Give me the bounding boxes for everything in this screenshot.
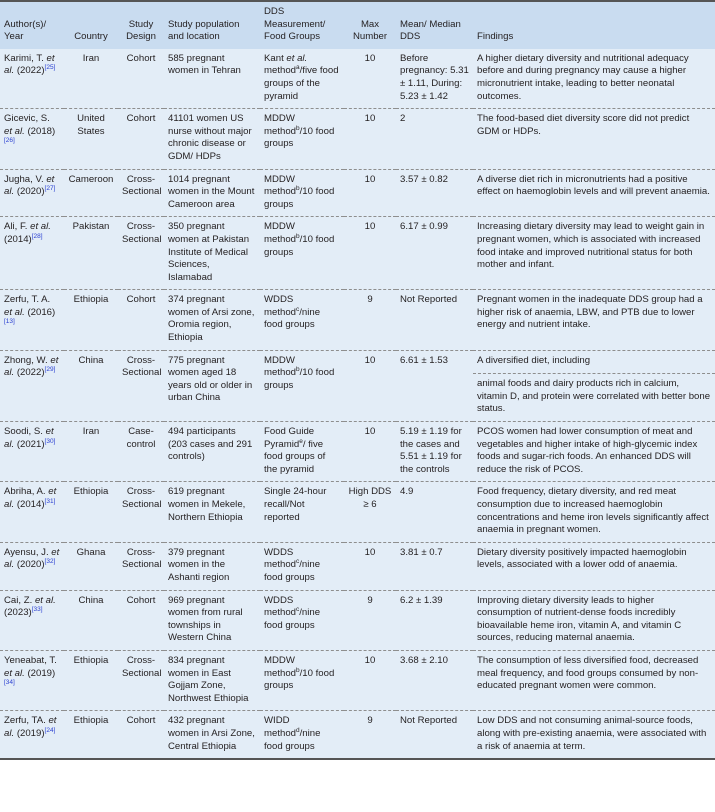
dds-footnote: c bbox=[296, 558, 300, 566]
table-row bbox=[0, 422, 715, 482]
dds-method: method bbox=[264, 367, 296, 379]
author-etal: et al. bbox=[4, 426, 54, 450]
design-cell: Cross-Sectional bbox=[118, 350, 164, 421]
dds-cell bbox=[260, 482, 344, 542]
design-cell: Cohort bbox=[118, 109, 164, 169]
findings-cell bbox=[473, 482, 715, 542]
mean-dds-cell: 3.81 ± 0.7 bbox=[396, 542, 473, 590]
findings-text-continued: animal foods and dairy products rich in calcium, vitamin D, and protein were correlated with better bone status. bbox=[473, 373, 715, 416]
findings-cell bbox=[473, 711, 715, 759]
population-cell: 834 pregnant women in East Gojjam Zone, Northwest Ethiopia bbox=[164, 650, 260, 710]
max-number-cell: 9 bbox=[344, 290, 396, 350]
mean-dds-cell: Not Reported bbox=[396, 290, 473, 350]
population-cell: 619 pregnant women in Mekele, Northern Ethiopia bbox=[164, 482, 260, 542]
author-cell bbox=[0, 650, 64, 710]
dds-footnote: b bbox=[296, 366, 300, 374]
population-cell: 1014 pregnant women in the Mount Cameroon area bbox=[164, 169, 260, 217]
population-cell: 775 pregnant women aged 18 years old or older in urban China bbox=[164, 350, 260, 421]
reference-link[interactable]: [13] bbox=[4, 318, 15, 326]
dds-prefix: MDDW bbox=[264, 113, 295, 125]
findings-text: A diversified diet, including bbox=[477, 354, 591, 366]
max-number-cell: 9 bbox=[344, 590, 396, 650]
findings-cell bbox=[473, 542, 715, 590]
author-name: Zerfu, TA. bbox=[4, 715, 46, 727]
table-row bbox=[0, 217, 715, 290]
mean-dds-cell: Before pregnancy: 5.31 ± 1.11, During: 5.23 ± 1.42 bbox=[400, 52, 469, 102]
design-cell: Cohort bbox=[126, 52, 156, 64]
design-cell: Cross-Sectional bbox=[118, 217, 164, 290]
findings-text: The food-based diet diversity score did not predict GDM or HDPs. bbox=[477, 113, 690, 137]
author-year: (2023) bbox=[4, 607, 32, 619]
author-year: (2016) bbox=[27, 306, 56, 318]
findings-cell bbox=[473, 49, 715, 109]
author-year: (2014) bbox=[4, 233, 32, 245]
max-number-cell: 10 bbox=[364, 52, 376, 64]
dds-prefix: Food Guide bbox=[264, 426, 315, 438]
author-cell bbox=[0, 350, 64, 421]
author-year: (2020) bbox=[16, 559, 45, 571]
country-cell: Ethiopia bbox=[64, 650, 118, 710]
population-cell: 374 pregnant women of Arsi zone, Oromia region, Ethiopia bbox=[164, 290, 260, 350]
dds-cell bbox=[260, 290, 344, 350]
dds-method: Pyramid bbox=[264, 438, 300, 450]
dds-method: method bbox=[264, 65, 296, 77]
dds-prefix: MDDW bbox=[264, 354, 295, 366]
dds-cell bbox=[260, 590, 344, 650]
author-cell bbox=[0, 49, 64, 109]
dds-method: method bbox=[264, 667, 296, 679]
reference-link[interactable]: [33] bbox=[31, 606, 43, 614]
reference-link[interactable]: [26] bbox=[4, 137, 15, 145]
header-country: Country bbox=[64, 1, 118, 49]
reference-link[interactable]: [34] bbox=[4, 679, 15, 687]
country-cell: Ethiopia bbox=[64, 482, 118, 542]
dds-prefix: MDDW bbox=[264, 173, 295, 185]
country-cell: Ethiopia bbox=[64, 290, 118, 350]
population-cell: 585 pregnant women in Tehran bbox=[168, 52, 241, 77]
population-cell: 969 pregnant women from rural townships in Western China bbox=[164, 590, 260, 650]
dds-cell bbox=[260, 109, 344, 169]
dds-food-groups: /10 food groups bbox=[264, 233, 335, 258]
country-cell: Cameroon bbox=[64, 169, 118, 217]
country-cell: United States bbox=[64, 109, 118, 169]
country-cell: Iran bbox=[64, 422, 118, 482]
findings-cell bbox=[473, 422, 715, 482]
dds-food-groups: /10 food groups bbox=[264, 667, 335, 692]
max-number-cell: 10 bbox=[344, 217, 396, 290]
reference-link[interactable]: [32] bbox=[44, 558, 56, 566]
findings-text: Increasing dietary diversity may lead to weight gain in pregnant women, which is associated with increased food intake and improved nutritional status for both mother and infant. bbox=[477, 221, 705, 271]
author-etal: et al. bbox=[4, 486, 57, 510]
dds-prefix: WIDD bbox=[264, 715, 290, 727]
population-cell: 432 pregnant women in Arsi Zone, Central Ethiopia bbox=[164, 711, 260, 759]
max-number-cell: 10 bbox=[344, 542, 396, 590]
dds-method: method bbox=[264, 186, 296, 198]
dds-footnote: d bbox=[296, 726, 300, 734]
dds-cell bbox=[260, 542, 344, 590]
dds-footnote: e bbox=[299, 437, 303, 445]
reference-link[interactable]: [27] bbox=[44, 185, 56, 193]
dds-food-groups: /10 food groups bbox=[264, 125, 335, 150]
dds-footnote: b bbox=[296, 185, 300, 193]
dds-prefix: Single 24-hour recall/Not reported bbox=[264, 486, 327, 523]
dds-prefix: MDDW bbox=[264, 654, 295, 666]
author-name: Ayensu, J. bbox=[4, 546, 49, 558]
design-cell: Cohort bbox=[118, 290, 164, 350]
mean-dds-cell: 6.61 ± 1.53 bbox=[396, 350, 473, 421]
author-year: (2021) bbox=[16, 438, 45, 450]
mean-dds-cell: 3.57 ± 0.82 bbox=[396, 169, 473, 217]
dds-cell bbox=[260, 350, 344, 421]
max-number-cell: High DDS ≥ 6 bbox=[344, 482, 396, 542]
author-name: Ali, F. bbox=[4, 221, 28, 233]
country-cell: Ethiopia bbox=[64, 711, 118, 759]
findings-cell bbox=[473, 217, 715, 290]
mean-dds-cell: Not Reported bbox=[396, 711, 473, 759]
author-name: Soodi, S. bbox=[4, 426, 43, 438]
dds-cell bbox=[260, 217, 344, 290]
author-etal: et al. bbox=[4, 354, 59, 379]
dds-cell bbox=[260, 650, 344, 710]
findings-text: The consumption of less diversified food, decreased meal frequency, and food groups consumed by non-educated pregnant women were common. bbox=[477, 654, 699, 692]
author-year: (2020) bbox=[16, 186, 45, 198]
max-number-cell: 10 bbox=[344, 650, 396, 710]
dds-prefix: MDDW bbox=[264, 221, 295, 233]
author-etal: et al. bbox=[4, 715, 57, 739]
reference-link[interactable]: [30] bbox=[44, 437, 56, 445]
author-name: Gicevic, S. bbox=[4, 113, 50, 125]
author-etal: et al. bbox=[4, 173, 55, 198]
findings-cell bbox=[473, 350, 715, 421]
country-cell: China bbox=[64, 590, 118, 650]
design-cell: Case-control bbox=[118, 422, 164, 482]
dds-method: method bbox=[264, 727, 296, 739]
table-header-row bbox=[0, 1, 715, 49]
author-name: Cai, Z. bbox=[4, 594, 33, 606]
table-row bbox=[0, 650, 715, 710]
dds-cell bbox=[260, 422, 344, 482]
author-cell bbox=[0, 217, 64, 290]
mean-dds-cell: 3.68 ± 2.10 bbox=[396, 650, 473, 710]
table-row bbox=[0, 590, 715, 650]
reference-link[interactable]: [25] bbox=[44, 64, 56, 72]
dds-cell bbox=[260, 49, 344, 109]
author-year: (2019) bbox=[16, 727, 45, 739]
max-number-cell: 10 bbox=[344, 109, 396, 169]
table-row bbox=[0, 49, 715, 109]
author-name: Abriha, A. bbox=[4, 486, 46, 498]
dds-food-groups: /five food groups of the pyramid bbox=[264, 65, 339, 102]
dds-footnote: b bbox=[296, 666, 300, 674]
dds-method: method bbox=[264, 125, 296, 137]
dds-method: method bbox=[264, 559, 296, 571]
mean-dds-cell: 6.17 ± 0.99 bbox=[396, 217, 473, 290]
table-row bbox=[0, 482, 715, 542]
dds-food-groups: /nine food groups bbox=[264, 727, 321, 752]
mean-dds-cell: 4.9 bbox=[396, 482, 473, 542]
author-etal: et al. bbox=[30, 221, 51, 233]
author-name: Jugha, V. bbox=[4, 173, 44, 185]
header-max: Max Number bbox=[344, 1, 396, 49]
design-cell: Cross-Sectional bbox=[118, 542, 164, 590]
dds-method: method bbox=[264, 233, 296, 245]
dds-prefix: WDDS bbox=[264, 546, 294, 558]
author-cell bbox=[0, 542, 64, 590]
findings-cell bbox=[473, 590, 715, 650]
dds-food-groups: /nine food groups bbox=[264, 607, 321, 631]
author-name: Zhong, W. bbox=[4, 354, 48, 366]
author-cell bbox=[0, 169, 64, 217]
author-etal: et al. bbox=[4, 546, 60, 571]
mean-dds-cell: 2 bbox=[396, 109, 473, 169]
population-cell: 494 participants (203 cases and 291 controls) bbox=[164, 422, 260, 482]
table-row bbox=[0, 350, 715, 421]
dds-food-groups: /nine food groups bbox=[264, 559, 321, 583]
header-population: Study population and location bbox=[164, 1, 260, 49]
dds-prefix: WDDS bbox=[264, 594, 294, 606]
table-row bbox=[0, 169, 715, 217]
author-cell bbox=[0, 711, 64, 759]
reference-link[interactable]: [29] bbox=[44, 366, 56, 374]
author-name: Yeneabat, T. bbox=[4, 654, 57, 666]
population-cell: 350 pregnant women at Pakistan Institute of Medical Sciences, Islamabad bbox=[164, 217, 260, 290]
reference-link[interactable]: [31] bbox=[44, 498, 56, 505]
max-number-cell: 10 bbox=[344, 169, 396, 217]
dds-footnote: c bbox=[296, 305, 300, 313]
max-number-cell: 9 bbox=[344, 711, 396, 759]
table-body bbox=[0, 49, 715, 759]
author-cell bbox=[0, 109, 64, 169]
population-cell: 41101 women US nurse without major chronic disease or GDM/ HDPs bbox=[164, 109, 260, 169]
author-cell bbox=[0, 590, 64, 650]
header-dds: DDS Measurement/ Food Groups bbox=[260, 1, 344, 49]
table-row bbox=[0, 290, 715, 350]
dds-footnote: b bbox=[296, 124, 300, 132]
population-cell: 379 pregnant women in the Ashanti region bbox=[164, 542, 260, 590]
author-year: (2022) bbox=[16, 367, 45, 379]
author-etal: et al. bbox=[4, 52, 55, 77]
dds-food-groups: /10 food groups bbox=[264, 367, 335, 391]
max-number-cell: 10 bbox=[344, 350, 396, 421]
author-year: (2022) bbox=[16, 65, 45, 77]
author-year: (2019) bbox=[27, 667, 56, 679]
findings-text: Dietary diversity positively impacted haemoglobin levels, associated with a lower odd of anaemia. bbox=[477, 546, 687, 571]
findings-cell bbox=[473, 650, 715, 710]
author-etal: et al. bbox=[4, 667, 25, 679]
header-author: Author(s)/ Year bbox=[0, 1, 64, 49]
author-cell bbox=[0, 422, 64, 482]
dds-prefix: Kant bbox=[264, 52, 284, 64]
author-cell bbox=[0, 290, 64, 350]
dds-method: method bbox=[264, 306, 296, 318]
table-row bbox=[0, 711, 715, 759]
dds-prefix-etal: et al. bbox=[286, 52, 308, 64]
reference-link[interactable]: [28] bbox=[31, 232, 43, 240]
country-cell: Pakistan bbox=[64, 217, 118, 290]
author-etal: et al. bbox=[34, 594, 56, 606]
dds-footnote: a bbox=[296, 64, 300, 72]
dds-method: method bbox=[264, 607, 296, 619]
design-cell: Cross-Sectional bbox=[118, 650, 164, 710]
dds-prefix: WDDS bbox=[264, 294, 294, 306]
header-design: Study Design bbox=[118, 1, 164, 49]
design-cell: Cohort bbox=[118, 711, 164, 759]
dds-footnote: c bbox=[296, 606, 300, 614]
findings-text: Low DDS and not consuming animal-source foods, along with pre-existing anaemia, were associated with a risk of anaemia at term. bbox=[477, 715, 707, 752]
author-etal: et al. bbox=[4, 306, 25, 318]
dds-food-groups: / five food groups of the pyramid bbox=[264, 438, 326, 475]
mean-dds-cell: 5.19 ± 1.19 for the cases and 5.51 ± 1.19 for the controls bbox=[396, 422, 473, 482]
design-cell: Cross-Sectional bbox=[118, 482, 164, 542]
findings-text: Food frequency, dietary diversity, and red meat consumption due to increased haemoglobin concentrations and heme iron levels significantly affect anaemia in pregnant women. bbox=[477, 486, 709, 536]
design-cell: Cross-Sectional bbox=[118, 169, 164, 217]
author-cell bbox=[0, 482, 64, 542]
table-row bbox=[0, 542, 715, 590]
dds-footnote: b bbox=[296, 232, 300, 240]
dds-food-groups: /nine food groups bbox=[264, 306, 321, 331]
findings-text: A diverse diet rich in micronutrients had a positive effect on haemoglobin levels and will prevent anaemia. bbox=[477, 173, 710, 198]
findings-text: Pregnant women in the inadequate DDS group had a higher risk of anaemia, LBW, and PTB due to lower energy and nutrient intake. bbox=[477, 294, 703, 331]
design-cell: Cohort bbox=[118, 590, 164, 650]
country-cell: Iran bbox=[82, 52, 100, 64]
country-cell: China bbox=[64, 350, 118, 421]
findings-text: PCOS women had lower consumption of meat and vegetables and higher intake of high-glycemic index foods and sugar-rich foods. An enhanced DDS will reduce the risk of PCOS. bbox=[477, 426, 698, 475]
header-mean: Mean/ Median DDS bbox=[396, 1, 473, 49]
mean-dds-cell: 6.2 ± 1.39 bbox=[396, 590, 473, 650]
table-row bbox=[0, 109, 715, 169]
findings-text: Improving dietary diversity leads to higher consumption of nutrient-dense foods incredibly bioavailable heme iron, vitamin A, and vitamin C sources, reducing maternal anaemia. bbox=[477, 594, 682, 644]
findings-cell bbox=[473, 169, 715, 217]
dds-cell bbox=[260, 711, 344, 759]
author-year: (2014) bbox=[16, 499, 45, 510]
author-etal: et al. bbox=[4, 125, 25, 137]
dds-food-groups: /10 food groups bbox=[264, 186, 335, 210]
findings-cell bbox=[473, 290, 715, 350]
reference-link[interactable]: [24] bbox=[44, 726, 56, 734]
dds-cell bbox=[260, 169, 344, 217]
author-name: Karimi, T. bbox=[4, 52, 44, 64]
max-number-cell: 10 bbox=[344, 422, 396, 482]
author-year: (2018) bbox=[27, 125, 56, 137]
header-findings: Findings bbox=[473, 1, 715, 49]
country-cell: Ghana bbox=[64, 542, 118, 590]
findings-text: A higher dietary diversity and nutritional adequacy before and during pregnancy may cause a higher micronutrient intake, leading to better neonatal outcomes. bbox=[477, 52, 689, 102]
author-name: Zerfu, T. A. bbox=[4, 294, 51, 306]
findings-cell bbox=[473, 109, 715, 169]
